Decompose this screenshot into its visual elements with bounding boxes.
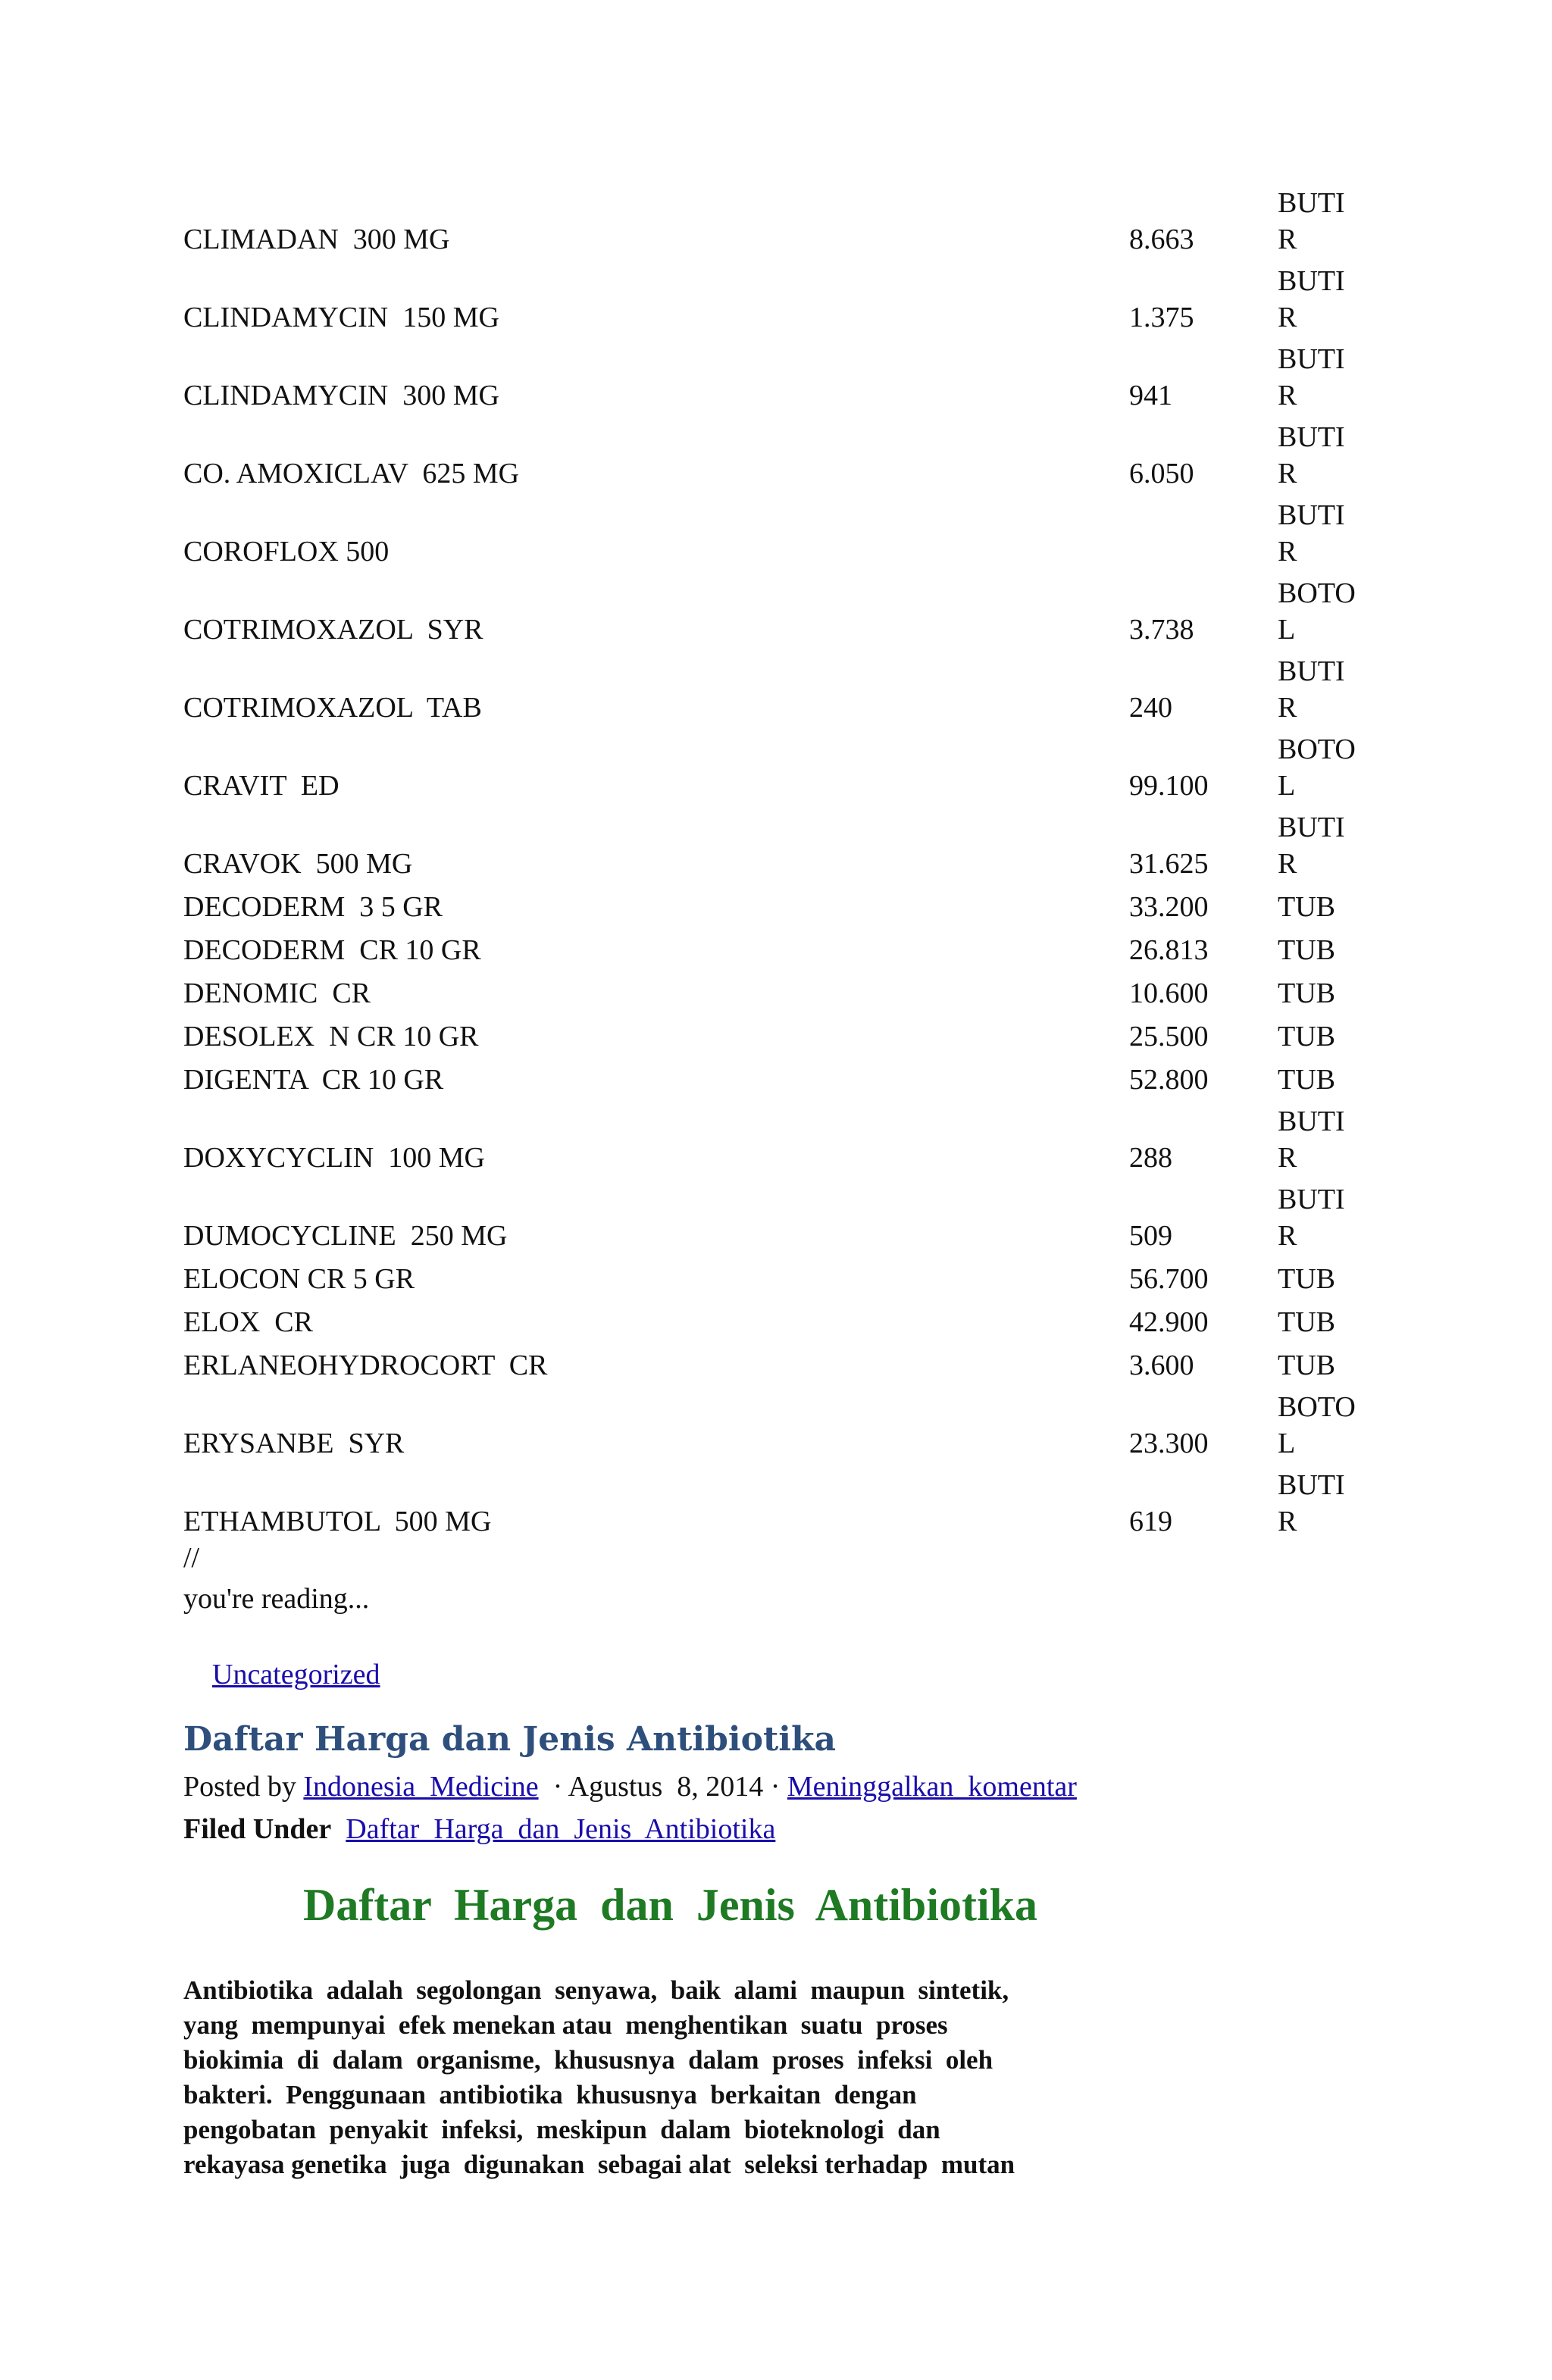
drug-price: 509 bbox=[1129, 1220, 1172, 1252]
table-row bbox=[183, 930, 1396, 974]
unit-line: BOTO bbox=[1278, 1391, 1356, 1423]
drug-price: 52.800 bbox=[1129, 1064, 1209, 1096]
table-row bbox=[183, 1017, 1396, 1060]
drug-price: 619 bbox=[1129, 1506, 1172, 1537]
unit-line: BUTI bbox=[1278, 187, 1345, 219]
drug-unit bbox=[1278, 889, 1369, 925]
paragraph-line: Antibiotika adalah segolongan senyawa, baik alami maupun sintetik, bbox=[183, 1975, 1009, 2005]
table-row bbox=[183, 1467, 1396, 1545]
post-date: · Agustus 8, 2014 · bbox=[538, 1771, 787, 1803]
unit-line: BUTI bbox=[1278, 1184, 1345, 1215]
drug-unit bbox=[1278, 809, 1369, 882]
unit-line: R bbox=[1278, 1506, 1297, 1537]
drug-name: DUMOCYCLINE 250 MG bbox=[183, 1220, 508, 1252]
unit-line: R bbox=[1278, 848, 1297, 880]
drug-unit bbox=[1278, 975, 1369, 1012]
drug-unit bbox=[1278, 1304, 1369, 1340]
drug-price: 3.738 bbox=[1129, 614, 1194, 646]
drug-name: ERYSANBE SYR bbox=[183, 1428, 405, 1459]
drug-price: 56.700 bbox=[1129, 1263, 1209, 1295]
unit-line: TUB bbox=[1278, 1350, 1335, 1381]
unit-line: R bbox=[1278, 224, 1297, 255]
unit-line: TUB bbox=[1278, 1263, 1335, 1295]
unit-line: TUB bbox=[1278, 1064, 1335, 1096]
filed-under-label: Filed Under bbox=[183, 1813, 332, 1845]
comment-link[interactable]: Meninggalkan komentar bbox=[787, 1771, 1077, 1803]
unit-line: BUTI bbox=[1278, 265, 1345, 297]
paragraph-line: bakteri. Penggunaan antibiotika khususnya berkaitan dengan bbox=[183, 2080, 917, 2109]
drug-name: COTRIMOXAZOL SYR bbox=[183, 614, 483, 646]
drug-unit bbox=[1278, 263, 1369, 336]
table-row bbox=[183, 419, 1396, 497]
drug-name: COROFLOX 500 bbox=[183, 536, 390, 568]
drug-price: 99.100 bbox=[1129, 770, 1209, 802]
table-row bbox=[183, 263, 1396, 341]
price-table bbox=[183, 185, 1396, 1545]
unit-line: TUB bbox=[1278, 891, 1335, 923]
drug-name: CRAVIT ED bbox=[183, 770, 340, 802]
drug-name: DECODERM CR 10 GR bbox=[183, 934, 481, 966]
unit-line: R bbox=[1278, 302, 1297, 333]
drug-unit bbox=[1278, 419, 1369, 492]
separator-slashes: // bbox=[183, 1542, 200, 1574]
unit-line: TUB bbox=[1278, 977, 1335, 1009]
paragraph-line: yang mempunyai efek menekan atau menghentikan suatu proses bbox=[183, 2010, 948, 2040]
table-row bbox=[183, 341, 1396, 419]
drug-price: 31.625 bbox=[1129, 848, 1209, 880]
unit-line: BUTI bbox=[1278, 1469, 1345, 1501]
category-link[interactable]: Uncategorized bbox=[212, 1659, 380, 1690]
drug-unit bbox=[1278, 1181, 1369, 1254]
drug-unit bbox=[1278, 341, 1369, 414]
drug-price: 25.500 bbox=[1129, 1021, 1209, 1052]
table-row bbox=[183, 1259, 1396, 1303]
drug-price: 26.813 bbox=[1129, 934, 1209, 966]
table-row bbox=[183, 809, 1396, 887]
unit-line: R bbox=[1278, 536, 1297, 568]
unit-line: R bbox=[1278, 1220, 1297, 1252]
drug-name: DENOMIC CR bbox=[183, 977, 371, 1009]
paragraph-line: biokimia di dalam organisme, khususnya dalam proses infeksi oleh bbox=[183, 2045, 993, 2075]
paragraph-line: pengobatan penyakit infeksi, meskipun dalam bioteknologi dan bbox=[183, 2115, 940, 2144]
drug-name: ETHAMBUTOL 500 MG bbox=[183, 1506, 492, 1537]
drug-name: ERLANEOHYDROCORT CR bbox=[183, 1350, 548, 1381]
drug-price: 240 bbox=[1129, 692, 1172, 724]
unit-line: BUTI bbox=[1278, 499, 1345, 531]
paragraph-line: rekayasa genetika juga digunakan sebagai alat seleksi terhadap mutan bbox=[183, 2150, 1015, 2179]
drug-unit bbox=[1278, 731, 1369, 804]
drug-unit bbox=[1278, 185, 1369, 258]
post-meta bbox=[183, 1769, 1077, 1805]
drug-name: ELOX CR bbox=[183, 1306, 313, 1338]
drug-unit bbox=[1278, 497, 1369, 570]
unit-line: TUB bbox=[1278, 934, 1335, 966]
drug-price: 3.600 bbox=[1129, 1350, 1194, 1381]
unit-line: BUTI bbox=[1278, 421, 1345, 453]
unit-line: R bbox=[1278, 692, 1297, 724]
author-link[interactable]: Indonesia Medicine bbox=[303, 1771, 539, 1803]
table-row bbox=[183, 1181, 1396, 1259]
unit-line: TUB bbox=[1278, 1306, 1335, 1338]
drug-unit bbox=[1278, 1347, 1369, 1384]
drug-price: 6.050 bbox=[1129, 458, 1194, 489]
drug-price: 42.900 bbox=[1129, 1306, 1209, 1338]
drug-unit bbox=[1278, 1062, 1369, 1098]
table-row bbox=[183, 653, 1396, 731]
drug-name: CLIMADAN 300 MG bbox=[183, 224, 450, 255]
drug-name: DECODERM 3 5 GR bbox=[183, 891, 443, 923]
unit-line: BOTO bbox=[1278, 733, 1356, 765]
table-row bbox=[183, 575, 1396, 653]
drug-price: 33.200 bbox=[1129, 891, 1209, 923]
unit-line: BUTI bbox=[1278, 812, 1345, 843]
table-row bbox=[183, 1060, 1396, 1103]
unit-line: BUTI bbox=[1278, 1106, 1345, 1137]
drug-name: DIGENTA CR 10 GR bbox=[183, 1064, 444, 1096]
drug-price: 8.663 bbox=[1129, 224, 1194, 255]
drug-unit bbox=[1278, 575, 1369, 648]
drug-unit bbox=[1278, 1389, 1369, 1462]
drug-unit bbox=[1278, 932, 1369, 968]
drug-name: CO. AMOXICLAV 625 MG bbox=[183, 458, 520, 489]
article-paragraph bbox=[183, 1973, 1108, 2182]
post-title[interactable]: Daftar Harga dan Jenis Antibiotika bbox=[183, 1720, 837, 1759]
unit-line: R bbox=[1278, 458, 1297, 489]
table-row bbox=[183, 1389, 1396, 1467]
drug-name: CLINDAMYCIN 300 MG bbox=[183, 380, 499, 411]
table-row bbox=[183, 1346, 1396, 1389]
unit-line: BOTO bbox=[1278, 577, 1356, 609]
posted-by-label: Posted by bbox=[183, 1771, 304, 1803]
table-row bbox=[183, 887, 1396, 930]
unit-line: L bbox=[1278, 770, 1296, 802]
drug-name: CLINDAMYCIN 150 MG bbox=[183, 302, 499, 333]
drug-price: 288 bbox=[1129, 1142, 1172, 1174]
table-row bbox=[183, 974, 1396, 1017]
drug-name: ELOCON CR 5 GR bbox=[183, 1263, 415, 1295]
drug-name: CRAVOK 500 MG bbox=[183, 848, 413, 880]
unit-line: BUTI bbox=[1278, 343, 1345, 375]
unit-line: R bbox=[1278, 1142, 1297, 1174]
table-row bbox=[183, 1103, 1396, 1181]
table-row bbox=[183, 185, 1396, 263]
article-heading: Daftar Harga dan Jenis Antibiotika bbox=[303, 1880, 1037, 1930]
table-row bbox=[183, 731, 1396, 809]
filed-under bbox=[183, 1811, 775, 1847]
unit-line: R bbox=[1278, 380, 1297, 411]
drug-unit bbox=[1278, 1261, 1369, 1297]
drug-price: 1.375 bbox=[1129, 302, 1194, 333]
drug-unit bbox=[1278, 1103, 1369, 1176]
drug-name: COTRIMOXAZOL TAB bbox=[183, 692, 482, 724]
drug-price: 10.600 bbox=[1129, 977, 1209, 1009]
drug-unit bbox=[1278, 1018, 1369, 1055]
drug-name: DOXYCYCLIN 100 MG bbox=[183, 1142, 485, 1174]
filed-category-link[interactable]: Daftar Harga dan Jenis Antibiotika bbox=[346, 1813, 776, 1845]
drug-price: 23.300 bbox=[1129, 1428, 1209, 1459]
reading-label: you're reading... bbox=[183, 1583, 370, 1615]
unit-line: TUB bbox=[1278, 1021, 1335, 1052]
table-row bbox=[183, 1303, 1396, 1346]
unit-line: L bbox=[1278, 614, 1296, 646]
table-row bbox=[183, 497, 1396, 575]
drug-unit bbox=[1278, 653, 1369, 726]
unit-line: L bbox=[1278, 1428, 1296, 1459]
drug-name: DESOLEX N CR 10 GR bbox=[183, 1021, 479, 1052]
drug-price: 941 bbox=[1129, 380, 1172, 411]
unit-line: BUTI bbox=[1278, 655, 1345, 687]
drug-unit bbox=[1278, 1467, 1369, 1540]
